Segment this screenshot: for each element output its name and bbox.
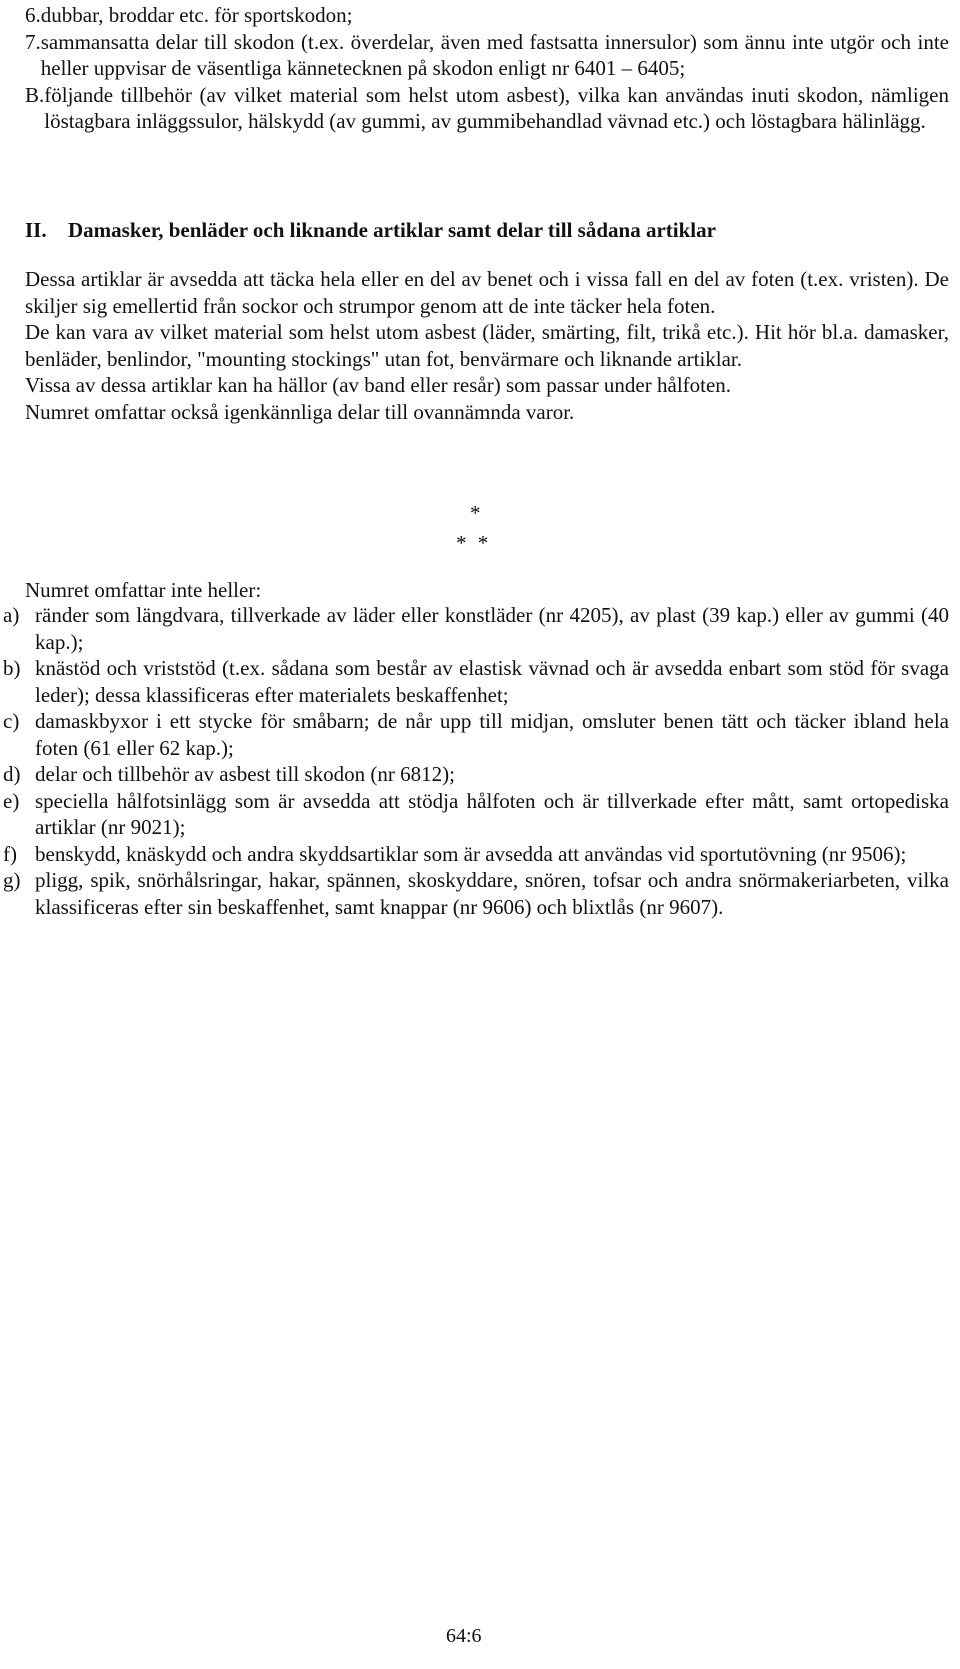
exclusion-item xyxy=(3,655,949,708)
list-item-text: dubbar, broddar etc. för sportskodon; xyxy=(40,3,353,27)
list-marker: B. xyxy=(25,82,45,107)
exclusion-item xyxy=(3,867,949,920)
list-marker: 7. xyxy=(25,29,41,54)
paragraph: De kan vara av vilket material som helst utom asbest (läder, smärting, filt, trikå etc.). Hit hör bl.a. damasker, benläder, benlindor, "mounting stockings" utan fot, benvärmare och liknande artiklar. xyxy=(25,320,949,371)
exclusion-item xyxy=(3,602,949,655)
exclusion-text: benskydd, knäskydd och andra skyddsartiklar som är avsedda att användas vid sportutövning (nr 9506); xyxy=(35,841,907,866)
exclusion-text: damaskbyxor i ett stycke för småbarn; de når upp till midjan, omsluter benen tätt och täcker ibland hela foten (61 eller 62 kap.); xyxy=(35,709,949,760)
exclusion-item xyxy=(3,708,949,761)
top-item-list xyxy=(25,2,949,135)
exclusion-letter: e) xyxy=(3,788,20,813)
asterisk-separator-top: * xyxy=(470,501,481,525)
exclusion-text: ränder som längdvara, tillverkade av läder eller konstläder (nr 4205), av plast (39 kap.) eller av gummi (40 kap.); xyxy=(35,603,949,654)
list-item-text: sammansatta delar till skodon (t.ex. överdelar, även med fastsatta innersulor) som ännu inte utgör och inte heller uppvisar de väsentliga kännetecknen på skodon enligt nr 6401 – 6405; xyxy=(40,29,949,80)
asterisk-separator-bottom: * * xyxy=(456,531,489,555)
exclusion-item xyxy=(3,761,949,788)
paragraph: Dessa artiklar är avsedda att täcka hela eller en del av benet och i vissa fall en del av foten (t.ex. vristen). De skiljer sig emellertid från sockor och strumpor genom att de inte täcker hela foten. xyxy=(25,267,949,318)
exclusion-letter: a) xyxy=(3,603,20,627)
exclusion-letter: g) xyxy=(3,868,21,892)
exclusion-item xyxy=(3,841,949,868)
exclusion-text: knästöd och vriststöd (t.ex. sådana som består av elastisk vävnad och är avsedda enbart som stöd för svaga leder); dessa klassificeras efter materialets beskaffenhet; xyxy=(35,656,949,707)
section-description xyxy=(25,266,949,425)
section-title: Damasker, benläder och liknande artiklar samt delar till sådana artiklar xyxy=(68,218,716,242)
exclusion-letter: d) xyxy=(3,762,21,786)
list-item xyxy=(25,29,949,82)
section-heading xyxy=(25,217,716,244)
exclusion-letter: c) xyxy=(3,709,20,733)
list-item xyxy=(25,2,949,29)
exclusion-text: delar och tillbehör av asbest till skodon (nr 6812); xyxy=(35,762,455,786)
exclusions-list xyxy=(3,602,949,920)
page-number: 64:6 xyxy=(446,1625,482,1647)
exclusion-text: speciella hålfotsinlägg som är avsedda att stödja hålfoten och är tillverkade efter mått, samt ortopediska artiklar (nr 9021); xyxy=(35,788,949,839)
exclusions-intro: Numret omfattar inte heller: xyxy=(25,578,262,602)
exclusion-letter: b) xyxy=(3,656,21,680)
exclusion-item xyxy=(3,788,949,841)
exclusion-letter: f) xyxy=(3,841,17,866)
paragraph: Numret omfattar också igenkännliga delar till ovannämnda varor. xyxy=(25,399,575,424)
list-marker: 6. xyxy=(25,3,41,27)
exclusion-text: pligg, spik, snörhålsringar, hakar, spännen, skoskyddare, snören, tofsar och andra snörmakeriarbeten, vilka klassificeras efter sin beskaffenhet, samt knappar (nr 9606) och blixtlås (nr 9607). xyxy=(35,868,949,919)
list-item xyxy=(25,82,949,135)
section-number: II. xyxy=(25,218,47,242)
paragraph: Vissa av dessa artiklar kan ha hällor (av band eller resår) som passar under hålfoten. xyxy=(25,373,732,397)
list-item-text: följande tillbehör (av vilket material som helst utom asbest), vilka kan användas inuti skodon, nämligen löstagbara inläggssulor, hälskydd (av gummi, av gummibehandlad vävnad etc.) och löstagbara hälinlägg. xyxy=(44,82,949,133)
